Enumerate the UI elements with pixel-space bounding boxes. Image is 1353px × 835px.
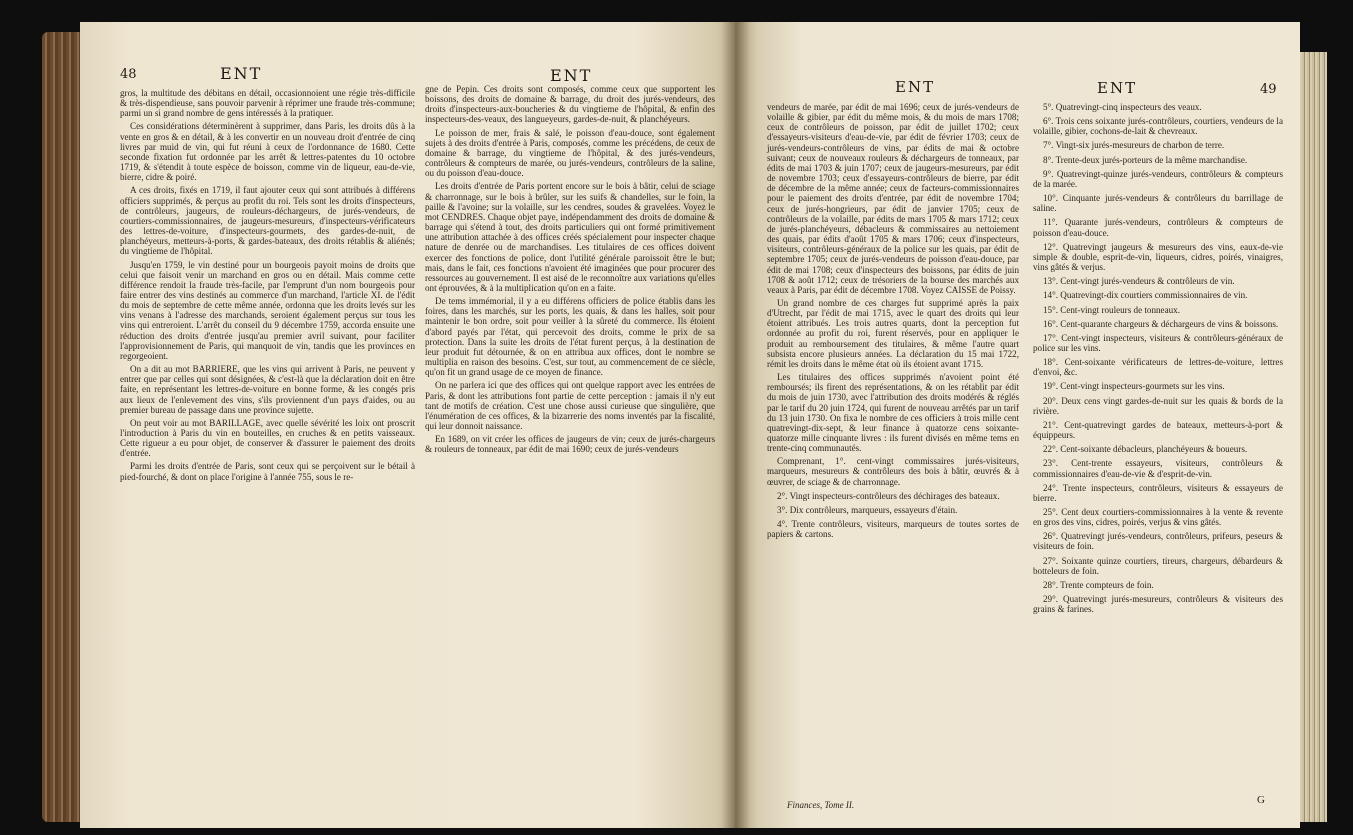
paragraph: Parmi les droits d'entrée de Paris, sont ceux qui se perçoivent sur le bétail à pied-fourché, & dont on place l'origine à l'année 755, sous le re- [120, 461, 415, 482]
list-item: 13°. Cent-vingt jurés-vendeurs & contrôleurs de vin. [1043, 276, 1235, 287]
page-number-left: 48 [120, 67, 137, 82]
list-item: 18°. Cent-soixante vérificateurs de lettres-de-voiture, lettres d'envoi, &c. [1033, 357, 1283, 378]
left-page-column-1 [120, 88, 415, 818]
paragraph: Un grand nombre de ces charges fut supprimé après la paix d'Utrecht, par l'édit de mai 1715, avec le quart des droits qui leur étoient attribués. Les trois autres quarts, dont la perception fut ordonnée au profit du roi, furent réservés, pour en appliquer le produit au remboursement des titulaires, & même l'autre quart subsista encore plusieurs années. La déclaration du 15 mai 1722, rémit les droits dans le même état où ils étoient avant 1715. [767, 297, 1019, 369]
footer-volume: Finances, Tome II. [787, 800, 855, 810]
paragraph: Les titulaires des offices supprimés n'avoient point été remboursés; ils firent des représentations, & on les rétablit par édit du mois de juin 1730, avec l'attribution des droits modérés & réglés par le tarif du 20 juin 1724, qui furent de nouveau arrêtés par un tarif du 13 juin 1730. On fixa le nombre de ces officiers à trois mille cent quatrevingt-dix-sept, & leur finance à quatorze cens soixante-quatorze mille cinquante livres : ils furent divisés en même tems en trente-cinq communautés. [767, 372, 1019, 454]
list-item: Comprenant, 1°. cent-vingt commissaires jurés-visiteurs, marqueurs, mesureurs & contrôleurs des bois à bâtir, œuvrés & à œuvrer, de sciage & de charronnage. [767, 456, 1019, 487]
list-item: 6°. Trois cens soixante jurés-contrôleurs, courtiers, vendeurs de la volaille, gibier, cochons-de-lait & chevreaux. [1033, 116, 1283, 137]
paragraph: De tems immémorial, il y a eu différens officiers de police établis dans les foires, dans les marchés, sur les ports, les quais, & dans les halles, soit pour maintenir le bon ordre, soit pour veiller à la sûreté du commerce. Ils étoient d'abord payés par l'état, qui percevoit des droits, comme le prix de sa protection. Dans la suite les droits de l'état furent perçus, à la destination de leur produit fut détournée, & on en attribua aux offices, dont le nombre se multiplia en raison des besoins. C'est, sur tout, au commencement de ce siècle, qu'on fit un grand usage de ce moyen de finance. [425, 296, 715, 378]
list-item: 17°. Cent-vingt inspecteurs, visiteurs & contrôleurs-généraux de police sur les vins. [1033, 332, 1283, 353]
list-item: 19°. Cent-vingt inspecteurs-gourmets sur les vins. [1043, 381, 1225, 392]
list-item: 5°. Quatrevingt-cinq inspecteurs des veaux. [1043, 102, 1202, 112]
list-item: 3°. Dix contrôleurs, marqueurs, essayeurs d'étain. [777, 504, 958, 515]
list-item: 4°. Trente contrôleurs, visiteurs, marqueurs de toutes sortes de papiers & cartons. [767, 519, 1019, 540]
paragraph: Jusqu'en 1759, le vin destiné pour un bourgeois payoit moins de droits que celui que faisoit venir un marchand en gros ou en détail. Mais comme cette différence rendoit la fraude très-facile, par l'emprunt d'un nom bourgeois pour faire entrer des vins destinés au commerce d'un marchand, l'article XI. de l'édit du mois de septembre de cette même année, ordonna que les droits levés sur les vins venans à l'adresse des marchands, seroient également perçus sur tous les vins qui entreroient. L'arrêt du conseil du 9 décembre 1759, accorda ensuite une réduction des droits d'entrée jusqu'au premier avril suivant, pour faciliter l'approvisionnement de Paris, qui manquoit de vin, tandis que les provinces en regorgeoient. [120, 259, 415, 361]
list-item: 28°. Trente compteurs de foin. [1043, 579, 1154, 590]
list-item: 25°. Cent deux courtiers-commissionnaires à la vente & revente en gros des vins, cidres, poirés, verjus & vins gâtés. [1033, 507, 1283, 528]
signature-mark: G [1257, 794, 1265, 806]
right-page-column-2 [1033, 102, 1283, 814]
paragraph: On a dit au mot BARRIERE, que les vins qui arrivent à Paris, ne peuvent y entrer que par celles qui sont désignées, & c'est-là que la déclaration doit en être faite, en représentant les lettres-de-voiture en bonne forme, & les congés pris aux lieux de l'enlevement des vins, s'ils proviennent d'un pays d'aides, ou au premier bureau de passage dans une province sujette. [120, 364, 415, 415]
running-head-left-b: ENT [550, 66, 593, 85]
list-item: 7°. Vingt-six jurés-mesureurs de charbon de terre. [1043, 140, 1225, 151]
list-item: 23°. Cent-trente essayeurs, visiteurs, contrôleurs & commissionnaires d'eau-de-vie & d'esprit-de-vin. [1033, 458, 1283, 479]
right-page-column-1 [767, 102, 1019, 814]
paragraph: On peut voir au mot BARILLAGE, avec quelle sévérité les loix ont proscrit l'introduction à Paris du vin en bouteilles, en cruches & en petits vaisseaux. Cette rigueur a eu pour objet, de conserver & d'assurer le paiement des droits d'entrée. [120, 417, 415, 459]
list-item: 2°. Vingt inspecteurs-contrôleurs des déchirages des bateaux. [777, 490, 1000, 501]
paragraph: vendeurs de marée, par édit de mai 1696; ceux de jurés-vendeurs de volaille & gibier, par édit du même mois, & du mois de mars 1708; ceux de contrôleurs de poisson, par édit de juillet 1702; ceux d'essayeurs-visiteurs d'eau-de-vie, par édit de février 1703; ceux de jurés-vendeurs-contrôleurs de vins, par édits de mai & octobre suivant; ceux de nouveaux rouleurs & déchargeurs de tonneaux, par édits de mai 1703 & juin 1707; ceux de jaugeurs-mesureurs, par édit de novembre 1703; ceux d'essayeurs-contrôleurs de bierre, par édit de décembre de la même année; ceux de facteurs-commissionnaires pour le paiement des droits d'entrée, par édit de novembre 1704; ceux de jurés-hongrieurs, par édit de janvier 1705; ceux de contrôleurs de la volaille, par édits de mars 1705 & mars 1712; ceux de jurés-planchéyeurs, débacleurs & commissaires au nettoiement des quais, par édits d'août 1705 & mars 1706; ceux d'inspecteurs, visiteurs, contrôleurs-généraux de la police sur les quais, par édit de septembre 1705; ceux de jurés-vendeurs de poisson d'eau-douce, par édit de mai 1708; ceux d'inspecteurs des boissons, par édits de juin 1708 & août 1712; ceux de trésoriers de la bourse des marchés aux veaux à Paris, par édit de décembre 1708. Voyez CAISSE de Poissy. [767, 102, 1019, 295]
list-item: 22°. Cent-soixante débacleurs, planchéyeurs & boueurs. [1043, 444, 1248, 455]
right-page [735, 22, 1300, 828]
list-item: 15°. Cent-vingt rouleurs de tonneaux. [1043, 304, 1180, 315]
list-item: 20°. Deux cens vingt gardes-de-nuit sur les quais & bords de la rivière. [1033, 395, 1283, 416]
running-head-right-a: ENT [895, 78, 936, 96]
page-number-right: 49 [1260, 82, 1277, 97]
open-book [50, 22, 1315, 828]
list-item: 24°. Trente inspecteurs, contrôleurs, visiteurs & essayeurs de bierre. [1033, 482, 1283, 503]
list-item: 16°. Cent-quarante chargeurs & déchargeurs de vins & boissons. [1043, 318, 1279, 329]
paragraph: gne de Pepin. Ces droits sont composés, comme ceux que supportent les boissons, des droits de domaine & barrage, du droit des jurés-vendeurs, des droits d'inspecteurs-aux-boucheries & du vingtieme de l'hôpital, & enfin des inspecteurs-des-veaux, des langueyeurs, gardes-de-nuit, & planchéyeurs. [425, 84, 715, 125]
book-gutter [722, 22, 750, 828]
paragraph: En 1689, on vit créer les offices de jaugeurs de vin; ceux de jurés-chargeurs & rouleurs de tonneaux, par édit de mai 1690; ceux de jurés-vendeurs [425, 434, 715, 455]
paragraph: Les droits d'entrée de Paris portent encore sur le bois à bâtir, celui de sciage & charronnage, sur le bois à brûler, sur les suifs & chandelles, sur le foin, la paille & l'avoine; sur la volaille, sur les cendres, soudes & gravelées. Voyez le mot CENDRES. Chaque objet paye, indépendamment des droits de domaine & barrage qui s'étend à tout, des droits particuliers qui ont formé primitivement une attribution attachée à des offices créés spécialement pour inspecter chaque nature de denrée ou de marchandises. Les titulaires de ces offices doivent exercer des fonctions de police, dont l'utilité générale paroissoit être le but; mais, dans le fait, ces fonctions n'avoient été imaginées que pour procurer des ressources au gouvernement. Il est aisé de le reconnoître aux variations qu'elles ont éprouvées, & à la multiplication qu'on en a faite. [425, 181, 715, 293]
list-item: 11°. Quarante jurés-vendeurs, contrôleurs & compteurs de poisson d'eau-douce. [1033, 217, 1283, 238]
list-item: 26°. Quatrevingt jurés-vendeurs, contrôleurs, prifeurs, peseurs & visiteurs de foin. [1033, 531, 1283, 552]
list-item: 12°. Quatrevingt jaugeurs & mesureurs des vins, eaux-de-vie simple & double, esprit-de-vin, liqueurs, cidres, poirés, vinaigres, vins gâtés & verjus. [1033, 241, 1283, 273]
list-item: 8°. Trente-deux jurés-porteurs de la même marchandise. [1043, 154, 1248, 165]
list-item: 10°. Cinquante jurés-vendeurs & contrôleurs du barrillage de saline. [1033, 193, 1283, 214]
list-item: 27°. Soixante quinze courtiers, tireurs, chargeurs, débardeurs & botteleurs de foin. [1033, 555, 1283, 576]
paragraph: A ces droits, fixés en 1719, il faut ajouter ceux qui sont attribués à différens officiers supprimés, & perçus au profit du roi. Tels sont les droits d'inspecteurs, de contrôleurs, jaugeurs, de rouleurs-déchargeurs, de jurés-vendeurs, de courtiers-commissionnaires, de jaugeurs-mesureurs, d'inspecteurs-vérificateurs des lettres-de-voiture, d'inspecteurs-gourmets, des gardes-de-nuit, de planchéyeurs, metteurs-à-ports, & gardes-bateaux, des droits rétablis & aliénés; du vingtieme de l'hôpital. [120, 185, 415, 257]
list-item: 9°. Quatrevingt-quinze jurés-vendeurs, contrôleurs & compteurs de la marée. [1033, 168, 1283, 189]
paragraph: Ces considérations déterminèrent à supprimer, dans Paris, les droits dûs à la vente en gros & en détail, & à les convertir en un nouveau droit d'entrée de cinq livres par muid de vin, qui fut réuni à ceux de l'ordonnance de 1680. Cette seconde fixation fut ordonnée par les arrêt & lettres-patentes du 10 octobre 1719, & s'étendit à toute espèce de boisson, comme vin de liqueur, eau-de-vie, bierre, cidre & poiré. [120, 121, 415, 183]
list-item: 21°. Cent-quatrevingt gardes de bateaux, metteurs-à-port & équippeurs. [1033, 419, 1283, 441]
list-item: 14°. Quatrevingt-dix courtiers commissionnaires de vin. [1043, 290, 1248, 301]
paragraph: Le poisson de mer, frais & salé, le poisson d'eau-douce, sont également sujets à des droits d'entrée à Paris, composés, comme les précédens, de ceux de domaine & barrage, du vingtieme de l'hôpital, & des jurés-vendeurs, contrôleurs & compteurs de marée, ou jurés-vendeurs, contrôleurs de la saline, ou du poisson d'eau-douce. [425, 127, 715, 179]
left-page [80, 22, 735, 828]
list-item: 29°. Quatrevingt jurés-mesureurs, contrôleurs & visiteurs des grains & farines. [1033, 594, 1283, 615]
running-head-left-a: ENT [220, 64, 263, 83]
left-page-column-2 [425, 84, 715, 818]
paragraph: On ne parlera ici que des offices qui ont quelque rapport avec les entrées de Paris, & dont les attributions font partie de cette perception : jamais il n'y eut tant de motifs de création. C'est une chose aussi curieuse que singulière, que l'énumération de ces offices, & la bizarrerie des noms inventés par la fiscalité, qui leur donnoit naissance. [425, 380, 715, 431]
paragraph: gros, la multitude des débitans en détail, occasionnoient une régie très-difficile & très-dispendieuse, sans pouvoir parvenir à réprimer une fraude très-commune; parmi un si grand nombre de gens intéressés à la pratiquer. [120, 88, 415, 119]
running-head-right-b: ENT [1097, 79, 1138, 97]
